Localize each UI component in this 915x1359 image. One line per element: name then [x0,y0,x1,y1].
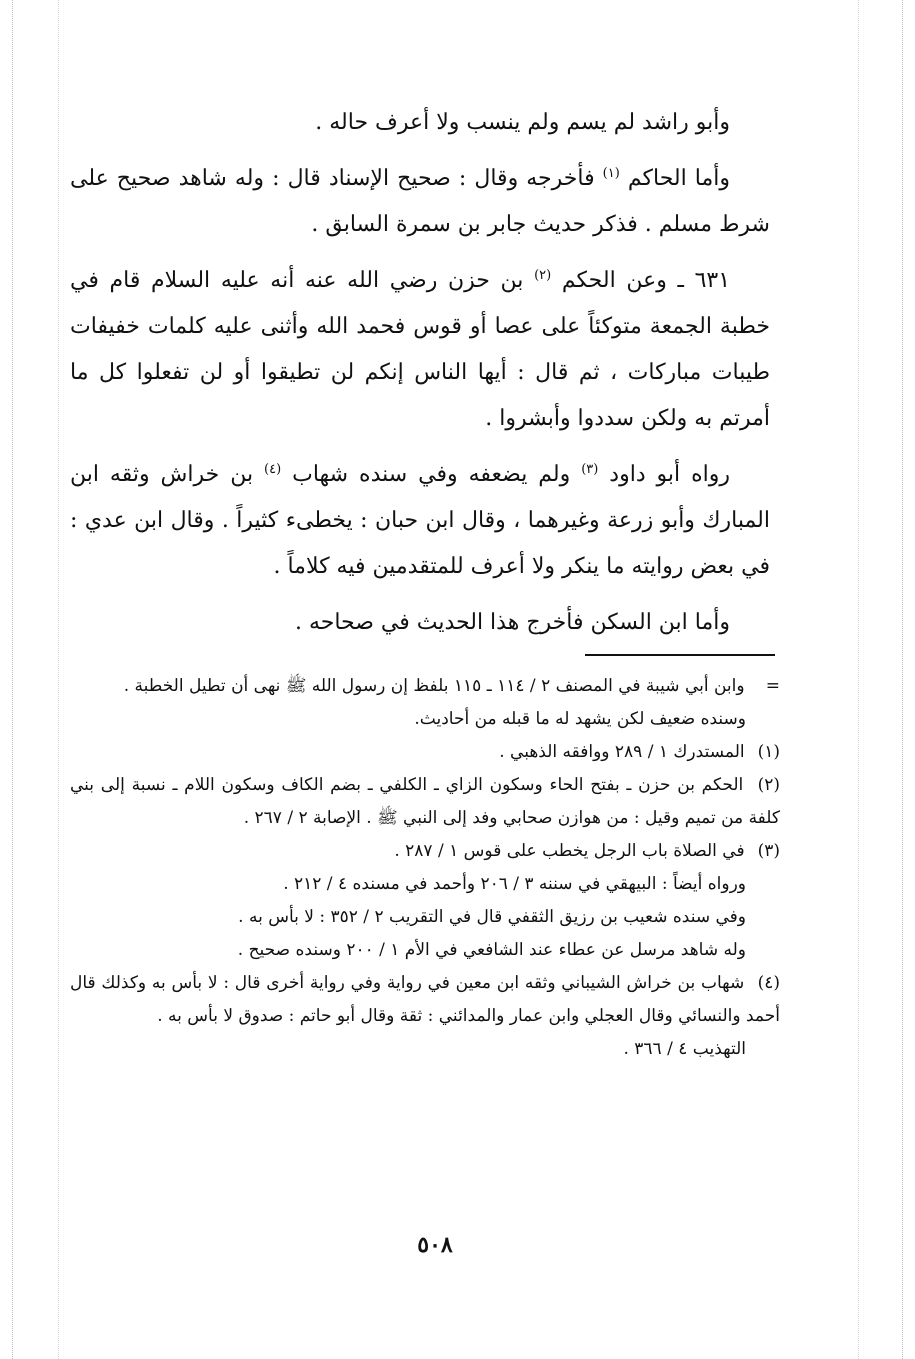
paragraph-2-text-a: وأما الحاكم [627,166,730,191]
scan-border-inner-left [58,0,59,1359]
footnote-3-line-3: وفي سنده شعيب بن رزيق الثقفي قال في التقريب ٢ / ٣٥٢ : لا بأس به . [238,907,746,927]
scan-border-left [12,0,13,1359]
page-number: ٥٠٨ [417,1232,453,1258]
footnote-3 [70,835,780,868]
paragraph-1: وأبو راشد لم يسم ولم ينسب ولا أعرف حاله . [315,110,730,135]
footnote-4-line-2: التهذيب ٤ / ٣٦٦ . [623,1039,746,1059]
paragraph-2-text-b: فأخرجه وقال : صحيح الإسناد قال : وله شاهد صحيح على شرط مسلم . فذكر حديث جابر بن سمرة السابق . [70,166,770,237]
footnote-3-number: (٣) [757,841,780,861]
footnote-ref-2: (٢) [534,268,552,283]
hadith-631-text-b: بن حزن رضي الله عنه أنه عليه السلام قام في خطبة الجمعة متوكئاً على عصا أو قوس فحمد الله وأثنى عليه كلمات خفيفات طيبات مباركات ، ثم قال : أيها الناس إنكم لن تطيقوا أو لن تفعلوا كل ما أمرتم به ولكن سددوا وأبشروا . [70,268,770,431]
footnote-2-text: الحكم بن حزن ـ بفتح الحاء وسكون الزاي ـ الكلفي ـ بضم الكاف وسكون اللام ـ نسبة إلى بني كلفة من تميم وقيل : من هوازن صحابي وفد إلى النبي ﷺ . الإصابة ٢ / ٢٦٧ . [70,775,780,828]
paragraph-4-text-a: رواه أبو داود [609,462,730,487]
footnote-2-number: (٢) [757,775,781,795]
footnote-1 [70,736,780,769]
footnote-1-text: المستدرك ١ / ٢٨٩ ووافقه الذهبي . [499,742,745,762]
footnote-3-line-2: ورواه أيضاً : البيهقي في سننه ٣ / ٢٠٦ وأحمد في مسنده ٤ / ٢١٢ . [283,874,746,894]
footnote-4-number: (٤) [757,973,780,993]
paragraph-2 [70,156,770,248]
footnote-ref-3: (٣) [581,462,599,477]
continuation-marker: = [765,676,780,696]
main-text [70,100,770,656]
footnote-continuation [70,670,780,703]
continuation-line-2: وسنده ضعيف لكن يشهد له ما قبله من أحاديث. [414,709,746,729]
footnote-ref-1: (١) [602,166,620,181]
scan-border-right [902,0,903,1359]
footnote-4 [70,967,780,1033]
paragraph-4 [70,452,770,590]
paragraph-4-text-c: بن خراش وثقه ابن المبارك وأبو زرعة وغيرهما ، وقال ابن حبان : يخطىء كثيراً . وقال ابن عدي : في بعض روايته ما ينكر ولا أعرف للمتقدمين فيه كلاماً . [70,462,770,579]
footnote-2 [70,769,780,835]
hadith-631-text-a: ٦٣١ ـ وعن الحكم [561,268,731,293]
footnote-4-text: شهاب بن خراش الشيباني وثقه ابن معين في رواية وفي رواية أخرى قال : لا بأس به وكذلك قال أحمد والنسائي وقال العجلي وابن عمار والمدائني : ثقة وقال أبو حاتم : صدوق لا بأس به . [70,973,780,1026]
footnote-3-text: في الصلاة باب الرجل يخطب على قوس ١ / ٢٨٧ . [394,841,745,861]
footnotes [70,670,780,1066]
hadith-631 [70,258,770,442]
footnote-ref-4: (٤) [264,462,282,477]
footnote-1-number: (١) [757,742,780,762]
paragraph-5: وأما ابن السكن فأخرج هذا الحديث في صحاحه . [294,610,730,635]
footnote-separator [585,654,775,656]
continuation-text: وابن أبي شيبة في المصنف ٢ / ١١٤ ـ ١١٥ بلفظ إن رسول الله ﷺ نهى أن تطيل الخطبة . [123,676,745,696]
scan-border-inner-right [858,0,859,1359]
footnote-3-line-4: وله شاهد مرسل عن عطاء عند الشافعي في الأم ١ / ٢٠٠ وسنده صحيح . [237,940,746,960]
paragraph-4-text-b: ولم يضعفه وفي سنده شهاب [292,462,571,487]
